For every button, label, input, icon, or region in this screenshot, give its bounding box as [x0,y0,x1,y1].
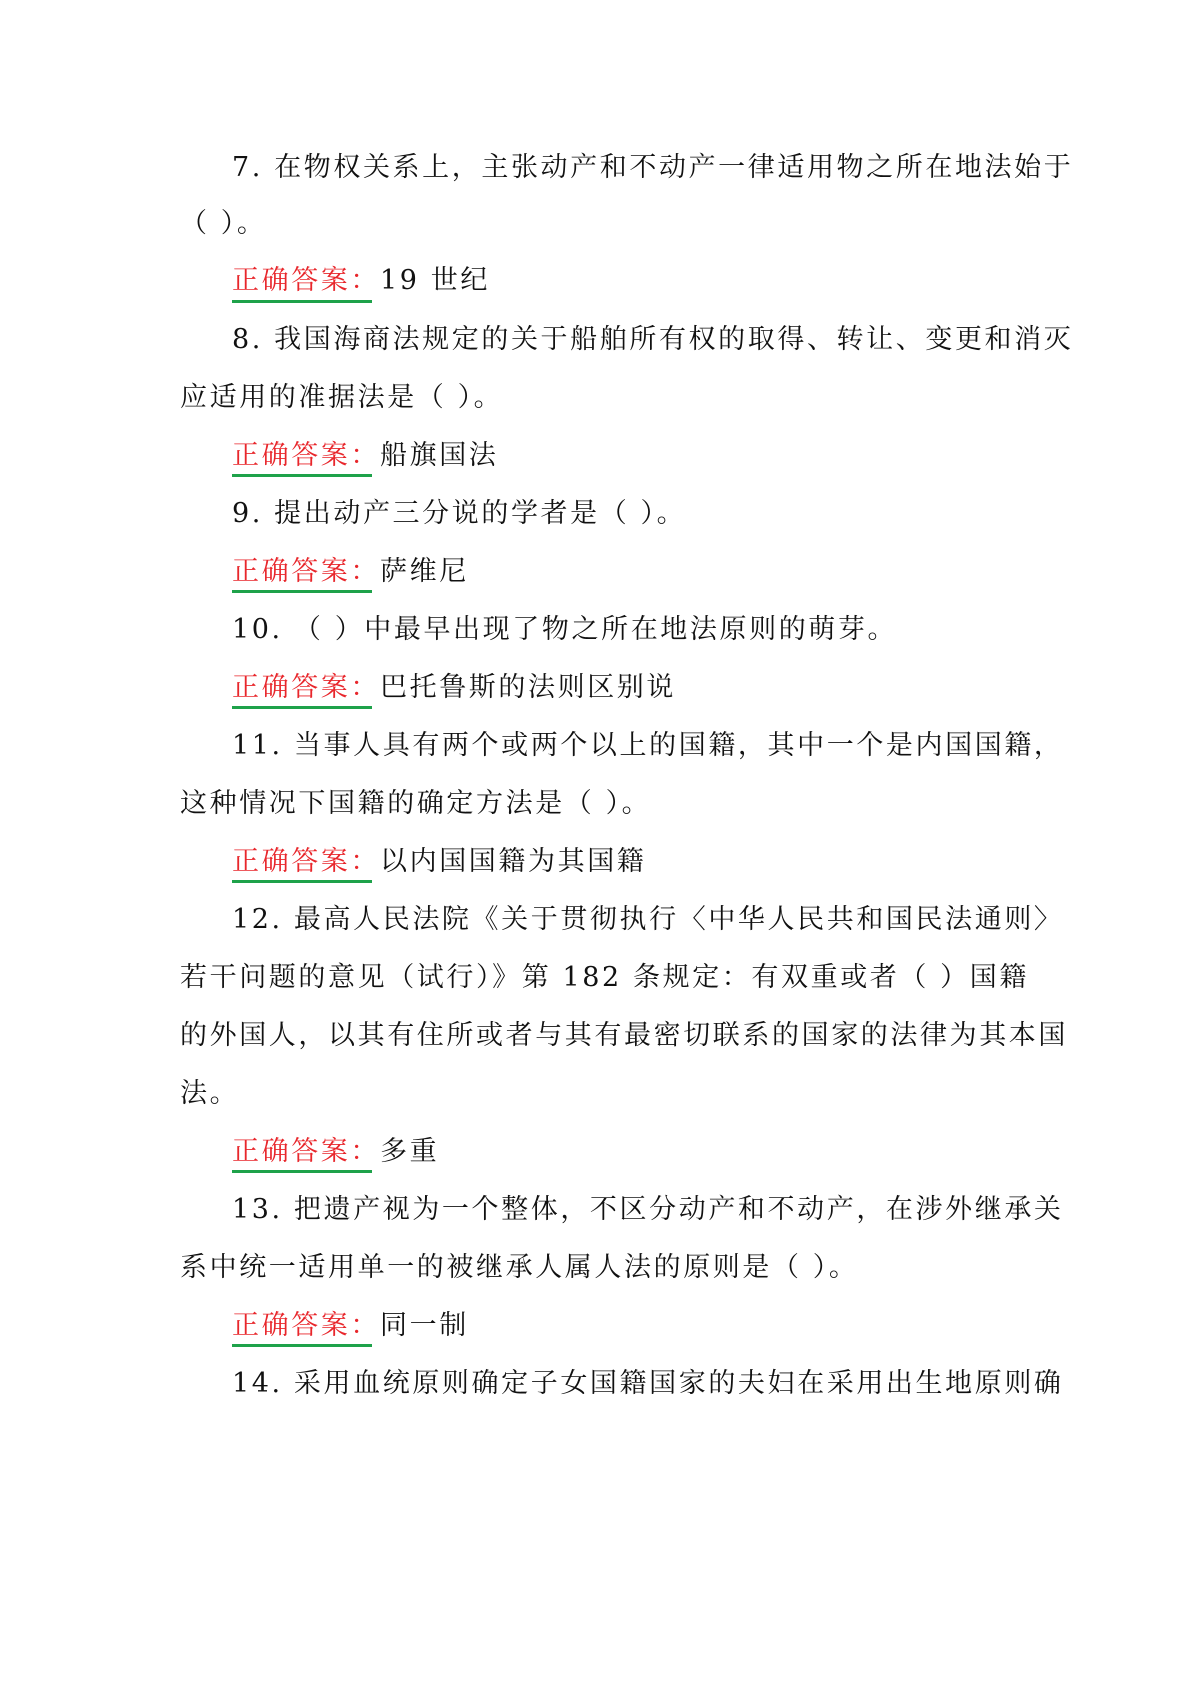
question-7-line-1: 7. 在物权关系上，主张动产和不动产一律适用物之所在地法始于 [232,152,1074,183]
answer-label: 正确答案： [232,1136,380,1167]
answer-underline [232,706,372,709]
question-11-line-2: 这种情况下国籍的确定方法是（ ）。 [180,788,652,819]
answer-underline [232,474,372,477]
question-13-line-2: 系中统一适用单一的被继承人属人法的原则是（ ）。 [180,1252,859,1283]
question-11-line-1: 11. 当事人具有两个或两个以上的国籍，其中一个是内国国籍， [232,730,1064,761]
answer-13 [0,1302,1191,1350]
answer-label: 正确答案： [232,846,380,877]
answer-underline [232,590,372,593]
answer-underline [232,880,372,883]
question-14-line-1: 14. 采用血统原则确定子女国籍国家的夫妇在采用出生地原则确 [232,1368,1064,1399]
answer-value: 巴托鲁斯的法则区别说 [380,672,676,703]
answer-underline [232,1344,372,1347]
answer-value: 多重 [380,1136,440,1167]
answer-value: 萨维尼 [380,556,469,587]
question-10-line-1: 10. （ ）中最早出现了物之所在地法原则的萌芽。 [232,614,898,645]
answer-9 [0,548,1191,596]
answer-label: 正确答案： [232,672,380,703]
question-12-line-2: 若干问题的意见（试行）》第 182 条规定：有双重或者（ ）国籍 [180,962,1029,993]
answer-underline [232,300,372,303]
answer-value: 以内国国籍为其国籍 [380,846,647,877]
question-8-line-2: 应适用的准据法是（ ）。 [180,382,504,413]
answer-value: 19 世纪 [380,265,490,296]
question-7-line-2: （ ）。 [180,208,267,239]
answer-7 [0,257,1191,305]
answer-12 [0,1128,1191,1176]
answer-label: 正确答案： [232,556,380,587]
answer-10 [0,664,1191,712]
answer-value: 船旗国法 [380,440,499,471]
question-8-line-1: 8. 我国海商法规定的关于船舶所有权的取得、转让、变更和消灭 [232,324,1074,355]
question-12-line-4: 法。 [180,1078,240,1109]
answer-label: 正确答案： [232,440,380,471]
question-13-line-1: 13. 把遗产视为一个整体，不区分动产和不动产，在涉外继承关 [232,1194,1064,1225]
answer-label: 正确答案： [232,265,380,296]
question-9-line-1: 9. 提出动产三分说的学者是（ ）。 [232,498,687,529]
answer-11 [0,838,1191,886]
answer-8 [0,432,1191,480]
answer-underline [232,1170,372,1173]
question-12-line-1: 12. 最高人民法院《关于贯彻执行〈中华人民共和国民法通则〉 [232,904,1064,935]
answer-value: 同一制 [380,1310,469,1341]
question-12-line-3: 的外国人，以其有住所或者与其有最密切联系的国家的法律为其本国 [180,1020,1068,1051]
answer-label: 正确答案： [232,1310,380,1341]
